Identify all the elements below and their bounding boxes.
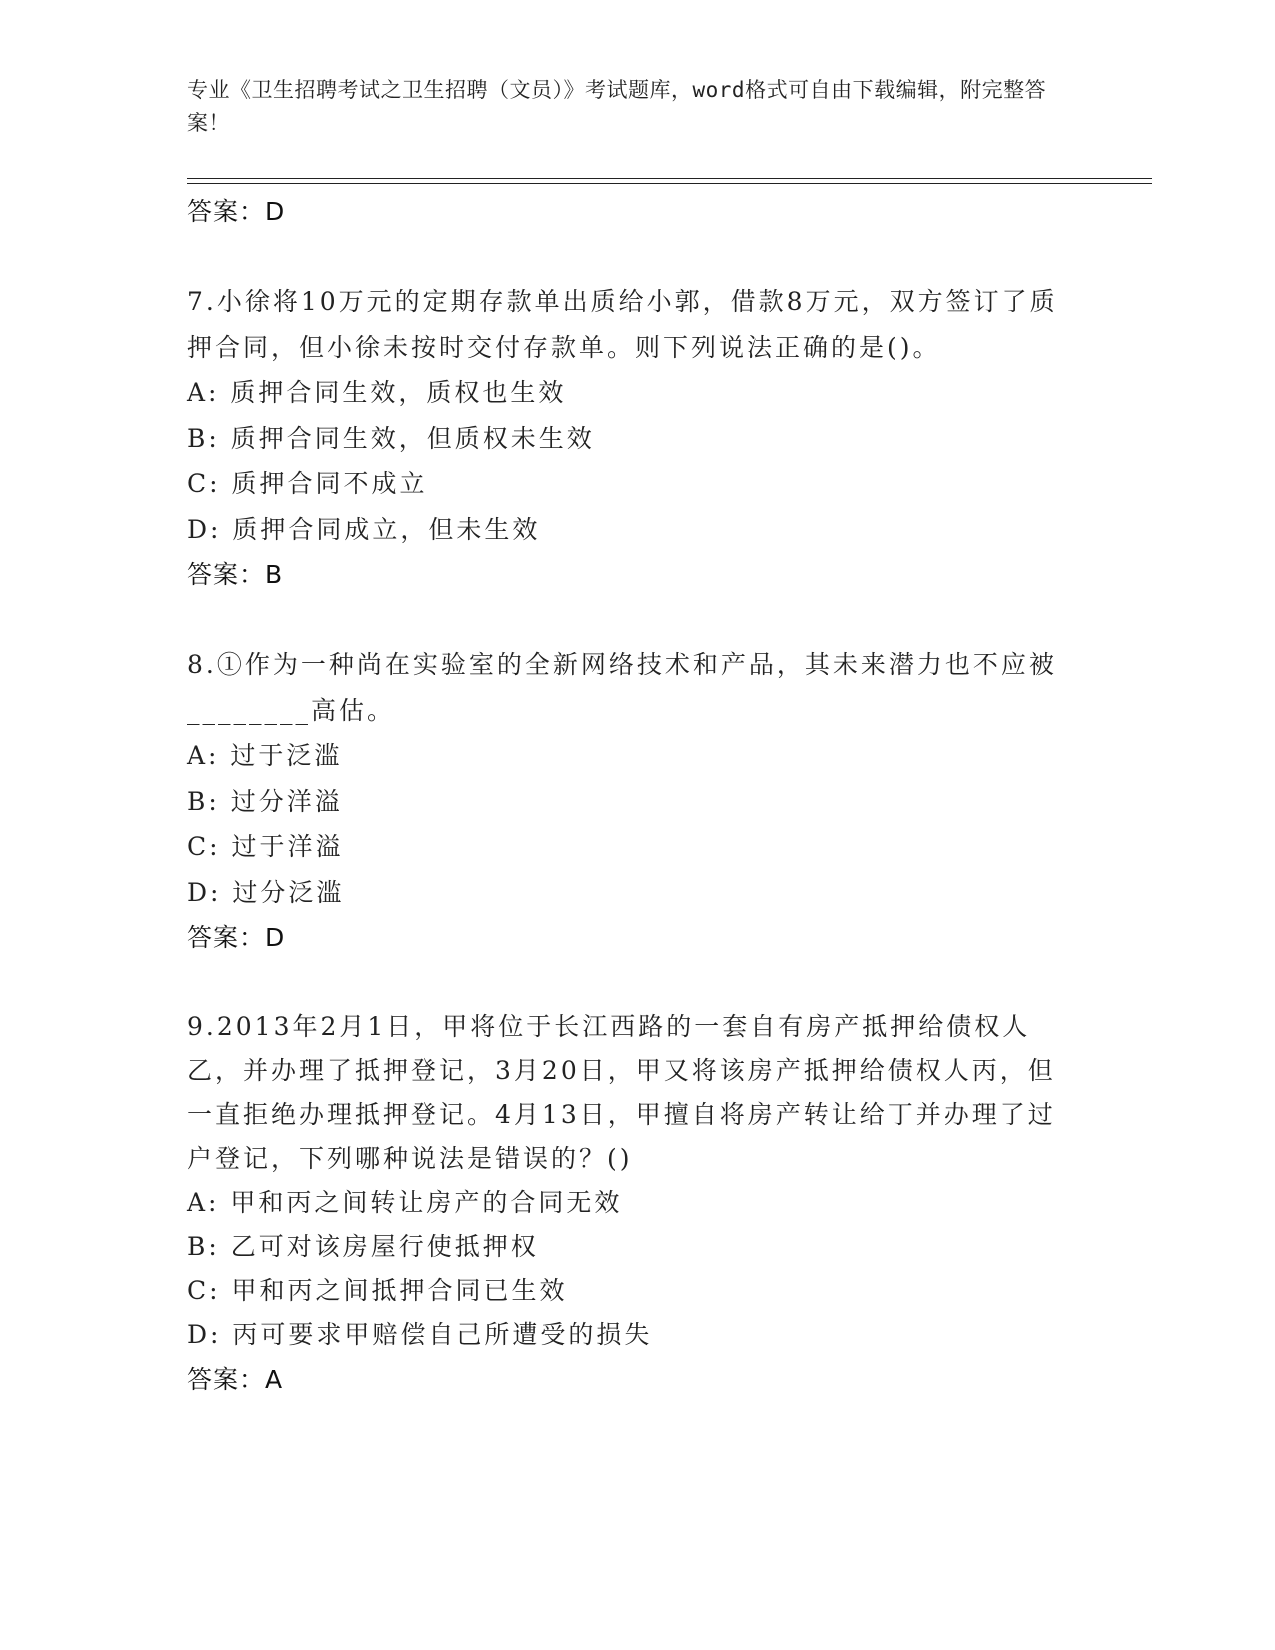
answer-line: 答案：D (187, 923, 286, 952)
option-c: C: 甲和丙之间抵押合同已生效 (187, 1276, 568, 1305)
option-b: B: 乙可对该房屋行使抵押权 (187, 1232, 539, 1261)
question-8 (187, 642, 1067, 960)
question-stem: 7.小徐将10万元的定期存款单出质给小郭，借款8万元，双方签订了质押合同，但小徐未按时交付存款单。则下列说法正确的是()。 (187, 287, 1058, 362)
option-d: D: 质押合同成立，但未生效 (187, 514, 541, 544)
option-a: A: 过于泛滥 (187, 741, 343, 770)
option-d: D: 丙可要求甲赔偿自己所遭受的损失 (187, 1320, 653, 1349)
question-list (187, 189, 1067, 1402)
question-9 (187, 1005, 1067, 1402)
header-divider-bottom (187, 183, 1152, 184)
question-7 (187, 279, 1067, 597)
previous-answer: 答案：D (187, 197, 286, 226)
option-b: B: 过分洋溢 (187, 786, 343, 816)
option-c: C: 质押合同不成立 (187, 469, 428, 498)
header-divider-top (187, 178, 1152, 179)
option-c: C: 过于洋溢 (187, 832, 344, 861)
answer-line: 答案：B (187, 560, 284, 589)
question-stem: 8.①作为一种尚在实验室的全新网络技术和产品，其未来潜力也不应被________高估。 (187, 650, 1057, 725)
option-d: D: 过分泛滥 (187, 877, 345, 907)
answer-line: 答案：A (187, 1365, 284, 1394)
option-a: A: 质押合同生效，质权也生效 (187, 378, 567, 407)
question-stem: 9.2013年2月1日，甲将位于长江西路的一套自有房产抵押给债权人乙，并办理了抵押登记，3月20日，甲又将该房产抵押给债权人丙，但一直拒绝办理抵押登记。4月13日，甲擅自将房产转让给丁并办理了过户登记，下列哪种说法是错误的？() (187, 1012, 1056, 1173)
option-b: B: 质押合同生效，但质权未生效 (187, 423, 595, 453)
option-a: A: 甲和丙之间转让房产的合同无效 (187, 1188, 623, 1217)
page-header: 专业《卫生招聘考试之卫生招聘（文员）》考试题库，word格式可自由下载编辑，附完整答案！ (187, 78, 1047, 135)
